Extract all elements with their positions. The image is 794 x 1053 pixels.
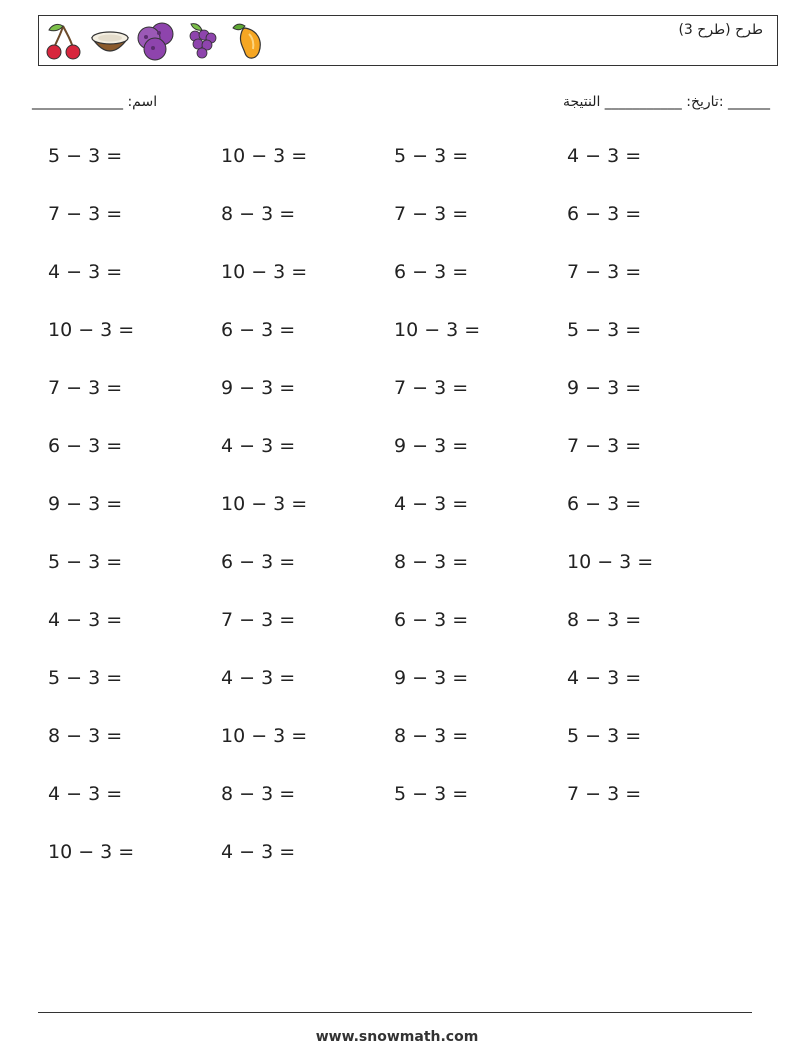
mango-icon [227, 20, 269, 62]
problem: 6 − 3 = [394, 609, 469, 631]
grapes-icon [181, 20, 223, 62]
problem: 10 − 3 = [221, 725, 308, 747]
problem: 10 − 3 = [48, 319, 135, 341]
problem: 5 − 3 = [394, 783, 469, 805]
problem: 7 − 3 = [221, 609, 296, 631]
problem: 9 − 3 = [567, 377, 642, 399]
date-score-fields: ______ :تاريخ: ___________ النتيجة [562, 94, 770, 110]
worksheet-title: طرح (طرح 3) [678, 22, 763, 38]
problem: 5 − 3 = [394, 145, 469, 167]
footer-divider [38, 1012, 752, 1013]
fruit-icons [43, 18, 269, 64]
problem: 8 − 3 = [221, 203, 296, 225]
problem: 7 − 3 = [567, 435, 642, 457]
problem: 9 − 3 = [48, 493, 123, 515]
problem: 7 − 3 = [567, 783, 642, 805]
problem: 4 − 3 = [48, 783, 123, 805]
plum-icon [135, 20, 177, 62]
header-box [38, 15, 778, 66]
problem: 4 − 3 = [567, 145, 642, 167]
footer-url: www.snowmath.com [315, 1029, 479, 1045]
problem: 10 − 3 = [48, 841, 135, 863]
problem: 6 − 3 = [48, 435, 123, 457]
problem: 7 − 3 = [48, 377, 123, 399]
problem: 7 − 3 = [394, 377, 469, 399]
problem: 8 − 3 = [394, 551, 469, 573]
problem: 8 − 3 = [48, 725, 123, 747]
problem: 10 − 3 = [221, 261, 308, 283]
problem: 10 − 3 = [221, 145, 308, 167]
problem: 4 − 3 = [48, 609, 123, 631]
problem: 7 − 3 = [394, 203, 469, 225]
problem: 4 − 3 = [48, 261, 123, 283]
problem: 8 − 3 = [394, 725, 469, 747]
problem: 5 − 3 = [567, 319, 642, 341]
problem: 10 − 3 = [221, 493, 308, 515]
problem: 4 − 3 = [221, 435, 296, 457]
name-field: اسم: _____________ [32, 94, 158, 110]
problem: 5 − 3 = [48, 667, 123, 689]
problem: 6 − 3 = [567, 203, 642, 225]
problem: 9 − 3 = [394, 435, 469, 457]
problem: 8 − 3 = [567, 609, 642, 631]
problem: 5 − 3 = [567, 725, 642, 747]
problem: 6 − 3 = [394, 261, 469, 283]
coconut-icon [89, 20, 131, 62]
problem: 7 − 3 = [48, 203, 123, 225]
problem: 9 − 3 = [221, 377, 296, 399]
problem: 6 − 3 = [221, 319, 296, 341]
problem: 9 − 3 = [394, 667, 469, 689]
cherry-icon [43, 20, 85, 62]
problem: 6 − 3 = [567, 493, 642, 515]
problem: 7 − 3 = [567, 261, 642, 283]
problem: 4 − 3 = [221, 667, 296, 689]
problem: 10 − 3 = [567, 551, 654, 573]
problem: 4 − 3 = [394, 493, 469, 515]
problem: 4 − 3 = [221, 841, 296, 863]
problem: 10 − 3 = [394, 319, 481, 341]
problem: 4 − 3 = [567, 667, 642, 689]
problem: 5 − 3 = [48, 551, 123, 573]
problem: 5 − 3 = [48, 145, 123, 167]
problem: 8 − 3 = [221, 783, 296, 805]
problem: 6 − 3 = [221, 551, 296, 573]
